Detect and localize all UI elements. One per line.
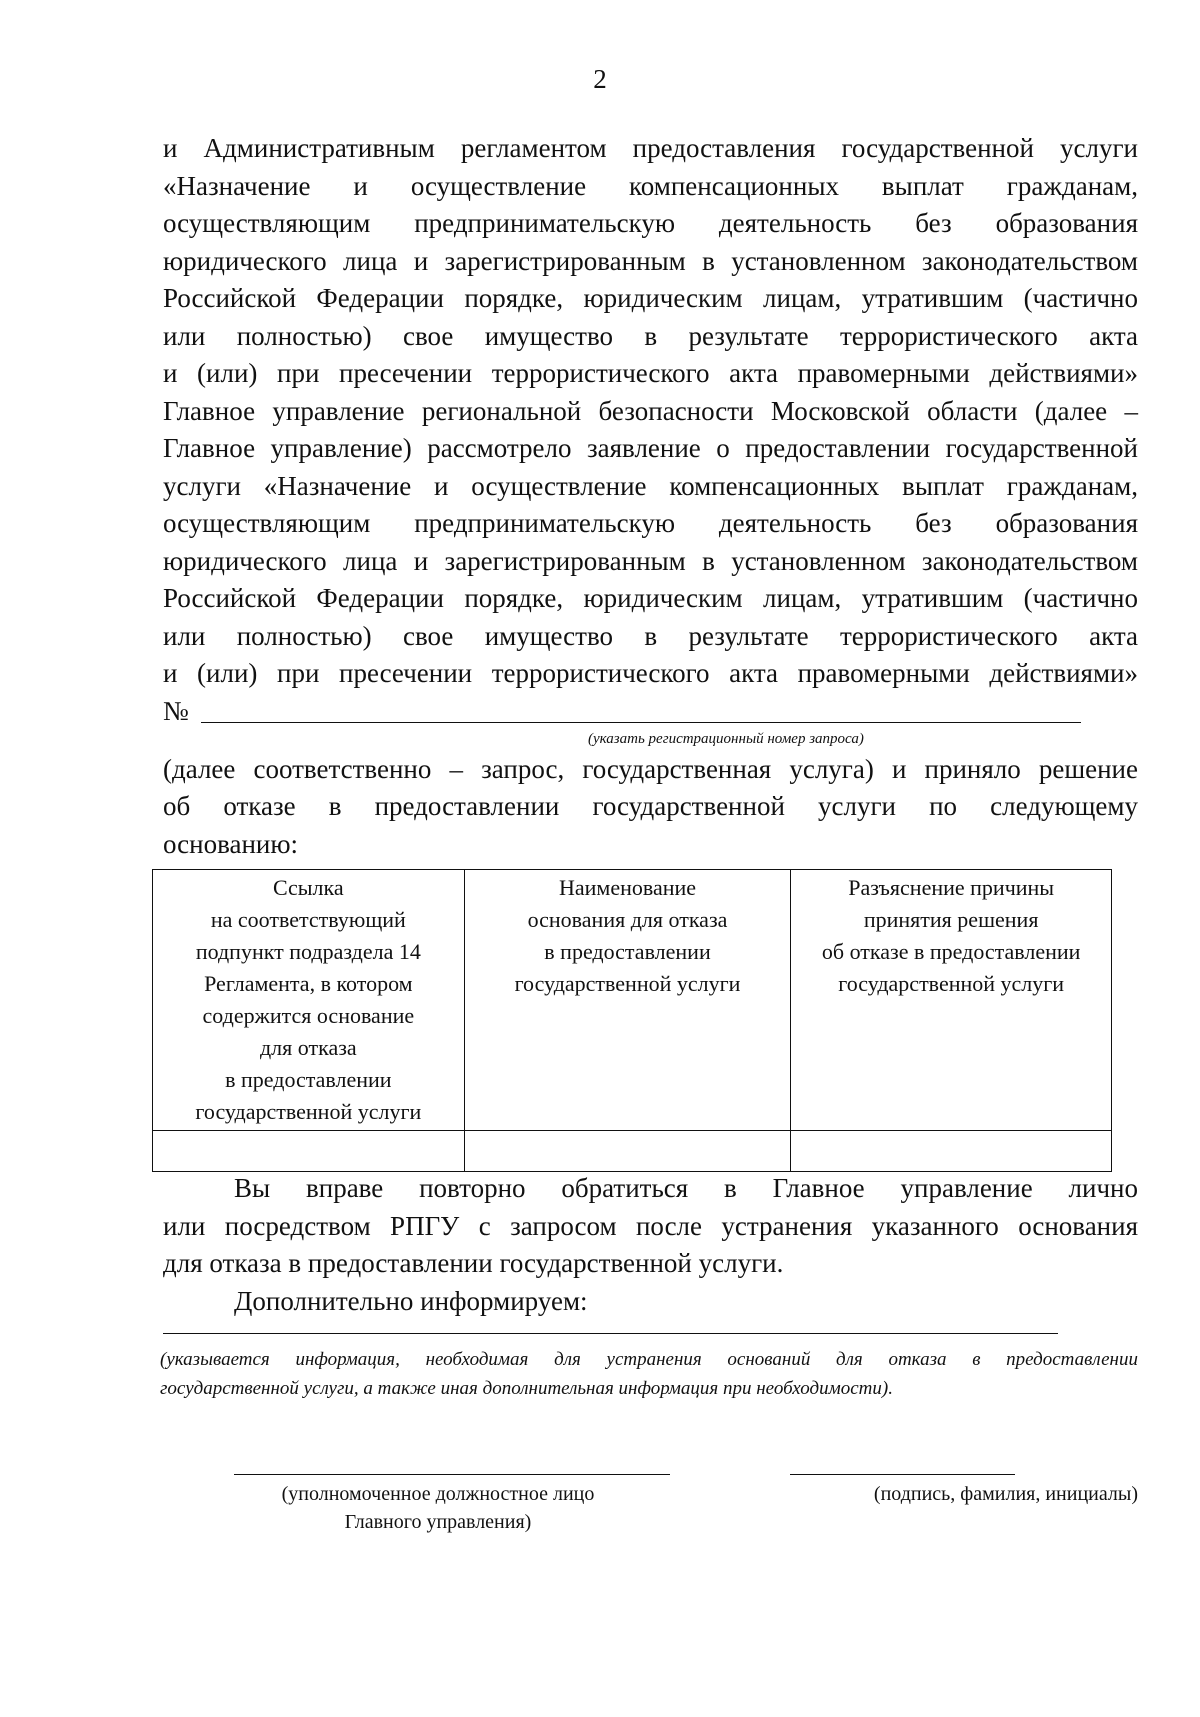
body-line: осуществляющим предпринимательскую деятельность без образования: [163, 508, 1138, 538]
refusal-reasons-table: [152, 869, 1112, 1172]
decision-line: (далее соответственно – запрос, государственная услуга) и приняло решение: [163, 753, 1138, 784]
request-number-field-line: [201, 722, 1081, 723]
header-cell-reason-name: [464, 870, 791, 1131]
body-line: юридического лица и зарегистрированным в установленном законодательством: [163, 245, 1138, 276]
table-cell: [153, 1131, 465, 1172]
page-number: 2: [593, 64, 607, 94]
body-line: Российской Федерации порядке, юридическим лицам, утратившим (частично: [163, 283, 1138, 313]
table-cell: [464, 1131, 791, 1172]
appeal-line: Вы вправе повторно обратиться в Главное управление лично: [234, 1173, 1138, 1203]
table-row: [153, 1131, 1112, 1172]
appeal-line: или посредством РПГУ с запросом после устранения указанного основания: [163, 1210, 1138, 1241]
body-line: Главное управление) рассмотрело заявление о предоставлении государственной: [163, 433, 1138, 463]
header-text-line: Регламента, в котором: [204, 971, 413, 996]
header-text-line: Ссылка: [273, 875, 344, 900]
body-line: юридического лица и зарегистрированным в установленном законодательством: [163, 545, 1138, 576]
header-text-line: основания для отказа: [527, 907, 728, 932]
body-line: Главное управление региональной безопасности Московской области (далее –: [163, 395, 1138, 426]
body-line: и (или) при пресечении террористического акта правомерными действиями»: [163, 358, 1138, 388]
header-text-line: в предоставлении: [544, 939, 711, 964]
table-header-row: [153, 870, 1112, 1131]
header-cell-regulation-reference: [153, 870, 465, 1131]
note-line: (указывается информация, необходимая для устранения оснований для отказа в предоставлении: [160, 1349, 1138, 1370]
additional-info-label: Дополнительно информируем:: [234, 1285, 588, 1316]
additional-info-note: [160, 1345, 1138, 1403]
header-text-line: государственной услуги: [838, 971, 1065, 996]
official-signature-line: [234, 1474, 670, 1475]
name-signature-line: [790, 1474, 1015, 1475]
body-line: осуществляющим предпринимательскую деятельность без образования: [163, 208, 1138, 238]
header-text-line: об отказе в предоставлении: [821, 939, 1081, 964]
signature-caption: (подпись, фамилия, инициалы): [873, 1483, 1138, 1505]
body-line: Российской Федерации порядке, юридическим лицам, утратившим (частично: [163, 583, 1138, 613]
header-text-line: содержится основание: [202, 1003, 415, 1028]
note-line: государственной услуги, а также иная дополнительная информация при необходимости).: [160, 1378, 893, 1399]
request-number-hint: (указать регистрационный номер запроса): [588, 730, 864, 747]
decision-line: об отказе в предоставлении государственной услуги по следующему: [163, 791, 1138, 821]
header-cell-reason-explanation: [791, 870, 1112, 1131]
additional-info-field-line: [163, 1333, 1058, 1334]
table-cell: [791, 1131, 1112, 1172]
body-line: и (или) при пресечении террористического акта правомерными действиями»: [163, 658, 1138, 688]
body-line: или полностью) свое имущество в результате террористического акта: [163, 620, 1138, 651]
header-text-line: на соответствующий: [210, 907, 406, 932]
header-text-line: государственной услуги: [514, 971, 741, 996]
official-caption-line: (уполномоченное должностное лицо: [281, 1483, 595, 1505]
header-text-line: государственной услуги: [195, 1099, 422, 1124]
header-text-line: для отказа: [259, 1035, 357, 1060]
header-text-line: принятия решения: [863, 907, 1039, 932]
body-line: или полностью) свое имущество в результате террористического акта: [163, 320, 1138, 351]
body-line: услуги «Назначение и осуществление компенсационных выплат гражданам,: [163, 470, 1138, 501]
header-text-line: подпункт подраздела 14: [195, 939, 421, 964]
appeal-line: для отказа в предоставлении государственной услуги.: [163, 1248, 784, 1278]
header-text-line: в предоставлении: [225, 1067, 392, 1092]
request-number-label: №: [163, 695, 189, 726]
request-number-row: [163, 693, 1138, 730]
header-text-line: Разъяснение причины: [848, 875, 1055, 900]
document-body: [163, 130, 1138, 863]
body-line: «Назначение и осуществление компенсационных выплат гражданам,: [163, 170, 1138, 201]
decision-line: основанию:: [163, 828, 299, 859]
official-caption-line: Главного управления): [344, 1511, 532, 1533]
appeal-section: [163, 1170, 1138, 1320]
official-caption: [248, 1480, 628, 1536]
body-line: и Административным регламентом предоставления государственной услуги: [163, 133, 1138, 163]
header-text-line: Наименование: [558, 875, 697, 900]
